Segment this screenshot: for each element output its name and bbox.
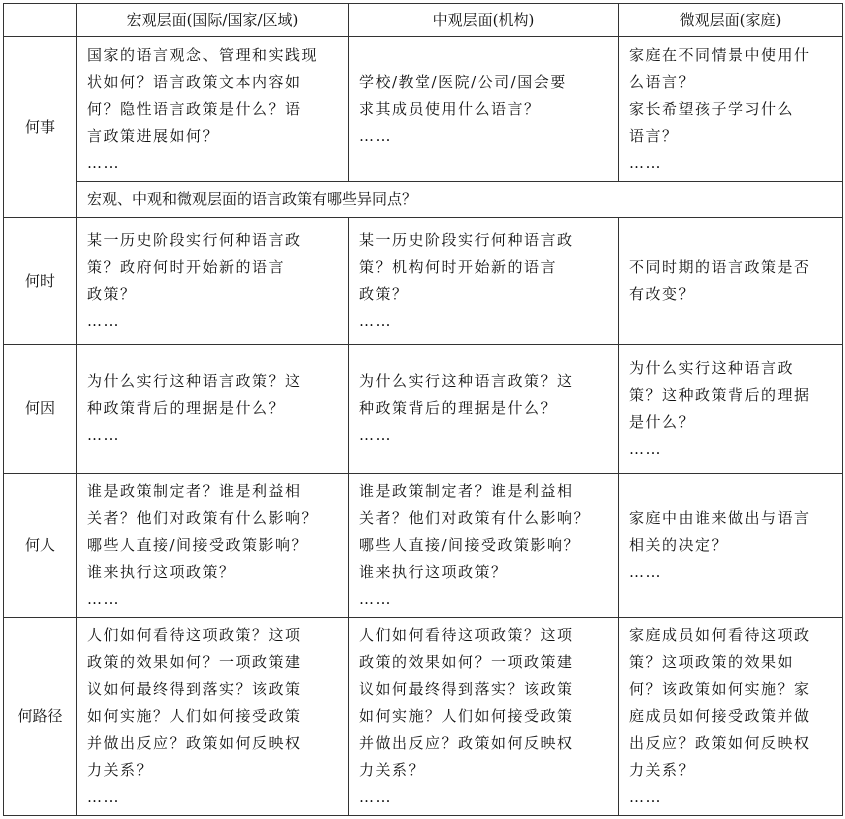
- text-line: ……: [629, 787, 662, 806]
- text-line: 如何实施？人们如何接受政策: [359, 706, 574, 725]
- row-label-when: 何时: [4, 218, 77, 345]
- cell-when-meso: [349, 218, 619, 345]
- cell-why-micro: [619, 345, 843, 473]
- text-line: 人们如何看待这项政策？这项: [359, 625, 574, 644]
- text-line: 如何实施？人们如何接受政策: [87, 706, 302, 725]
- text-line: 谁来执行这项政策？: [87, 562, 236, 581]
- text-line: ……: [359, 312, 392, 331]
- text-line: 谁是政策制定者？谁是利益相: [359, 481, 574, 500]
- text-line: ……: [87, 312, 120, 331]
- text-line: 策？这种政策背后的理据: [629, 385, 811, 404]
- cell-when-macro: [77, 218, 349, 345]
- text-line: 人们如何看待这项政策？这项: [87, 625, 302, 644]
- text-line: 策？政府何时开始新的语言: [87, 258, 286, 277]
- text-line: 何？该政策如何实施？家: [629, 679, 811, 698]
- text-line: 哪些人直接/间接受政策影响？: [359, 535, 581, 554]
- language-policy-table: [3, 3, 843, 816]
- text-line: 力关系？: [359, 760, 426, 779]
- text-line: ……: [359, 589, 392, 608]
- text-line: ……: [87, 589, 120, 608]
- text-line: 政策？: [359, 285, 409, 304]
- table-row-why: [4, 345, 843, 473]
- text-line: 议如何最终得到落实？该政策: [359, 679, 574, 698]
- text-line: 言政策进展如何？: [87, 126, 220, 145]
- text-line: 庭成员如何接受政策并做: [629, 706, 811, 725]
- text-line: 么语言？: [629, 72, 696, 91]
- text-line: 策？机构何时开始新的语言: [359, 258, 558, 277]
- text-line: ……: [359, 126, 392, 145]
- cell-why-macro: [77, 345, 349, 473]
- cell-why-meso: [349, 345, 619, 473]
- text-line: 并做出反应？政策如何反映权: [359, 733, 574, 752]
- text-line: ……: [359, 426, 392, 445]
- text-line: 谁来执行这项政策？: [359, 562, 508, 581]
- cell-who-macro: [77, 473, 349, 617]
- text-line: 政策的效果如何？一项政策建: [87, 652, 302, 671]
- table-row-when: [4, 218, 843, 345]
- text-line: ……: [629, 153, 662, 172]
- row-label-who: 何人: [4, 473, 77, 617]
- text-line: 国家的语言观念、管理和实践现: [87, 45, 319, 64]
- text-line: ……: [359, 787, 392, 806]
- text-line: 状如何？语言政策文本内容如: [87, 72, 302, 91]
- text-line: 关者？他们对政策有什么影响？: [359, 508, 591, 527]
- text-line: 策？这项政策的效果如: [629, 652, 795, 671]
- text-line: ……: [87, 787, 120, 806]
- text-line: 谁是政策制定者？谁是利益相: [87, 481, 302, 500]
- text-line: 力关系？: [629, 760, 696, 779]
- text-line: 为什么实行这种语言政: [629, 358, 795, 377]
- text-line: 有改变？: [629, 285, 696, 304]
- text-line: 语言？: [629, 126, 679, 145]
- table-row-what-merged: [4, 182, 843, 218]
- header-row: [4, 4, 843, 37]
- text-line: 力关系？: [87, 760, 154, 779]
- text-line: 不同时期的语言政策是否: [629, 258, 811, 277]
- header-meso-level: 中观层面(机构): [349, 4, 619, 37]
- row-label-why: 何因: [4, 345, 77, 473]
- cell-who-micro: [619, 473, 843, 617]
- text-line: 何？隐性语言政策是什么？语: [87, 99, 302, 118]
- text-line: 学校/教堂/医院/公司/国会要: [359, 72, 567, 91]
- table-row-what: [4, 37, 843, 182]
- table-row-how: [4, 617, 843, 815]
- text-line: ……: [629, 439, 662, 458]
- text-line: 家庭在不同情景中使用什: [629, 45, 811, 64]
- text-line: 家长希望孩子学习什么: [629, 99, 795, 118]
- text-line: 并做出反应？政策如何反映权: [87, 733, 302, 752]
- text-line: 为什么实行这种语言政策？这: [87, 372, 302, 391]
- cell-when-micro: [619, 218, 843, 345]
- text-line: 关者？他们对政策有什么影响？: [87, 508, 319, 527]
- cell-how-macro: [77, 617, 349, 815]
- header-blank-cell: [4, 4, 77, 37]
- text-line: 哪些人直接/间接受政策影响？: [87, 535, 309, 554]
- text-line: ……: [87, 153, 120, 172]
- text-line: 某一历史阶段实行何种语言政: [87, 231, 302, 250]
- cell-how-meso: [349, 617, 619, 815]
- text-line: 家庭中由谁来做出与语言: [629, 508, 811, 527]
- row-label-how: 何路径: [4, 617, 77, 815]
- text-line: 某一历史阶段实行何种语言政: [359, 231, 574, 250]
- row-label-what: 何事: [4, 37, 77, 218]
- text-line: 议如何最终得到落实？该政策: [87, 679, 302, 698]
- text-line: 为什么实行这种语言政策？这: [359, 372, 574, 391]
- header-micro-level: 微观层面(家庭): [619, 4, 843, 37]
- cell-what-merged: 宏观、中观和微观层面的语言政策有哪些异同点？: [77, 182, 843, 218]
- cell-what-micro: [619, 37, 843, 182]
- cell-what-meso: [349, 37, 619, 182]
- text-line: 家庭成员如何看待这项政: [629, 625, 811, 644]
- text-line: 出反应？政策如何反映权: [629, 733, 811, 752]
- cell-how-micro: [619, 617, 843, 815]
- cell-what-macro: [77, 37, 349, 182]
- text-line: 求其成员使用什么语言？: [359, 99, 541, 118]
- text-line: ……: [87, 426, 120, 445]
- text-line: 种政策背后的理据是什么？: [359, 399, 558, 418]
- text-line: 种政策背后的理据是什么？: [87, 399, 286, 418]
- text-line: 是什么？: [629, 412, 696, 431]
- table-row-who: [4, 473, 843, 617]
- header-macro-level: 宏观层面(国际/国家/区域): [77, 4, 349, 37]
- text-line: 相关的决定？: [629, 535, 729, 554]
- text-line: 政策？: [87, 285, 137, 304]
- text-line: ……: [629, 562, 662, 581]
- text-line: 政策的效果如何？一项政策建: [359, 652, 574, 671]
- cell-who-meso: [349, 473, 619, 617]
